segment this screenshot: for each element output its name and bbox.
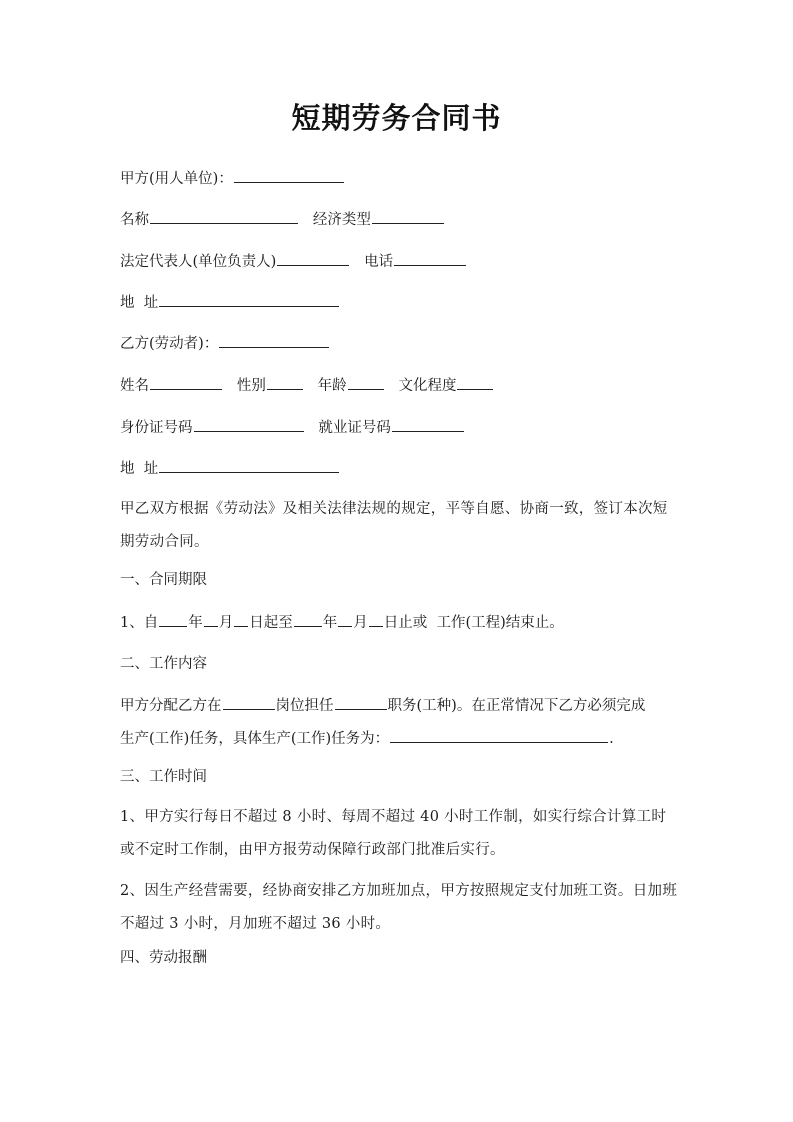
intro-paragraph: 甲乙双方根据《劳动法》及相关法律法规的规定，平等自愿、协商一致，签订本次短期劳动合同。: [120, 501, 668, 550]
gender-blank: [267, 375, 303, 390]
term-from-year-blank: [159, 612, 187, 627]
party-b-address-blank: [159, 458, 339, 473]
legal-rep-line: [120, 251, 467, 272]
task-blank: [390, 728, 608, 743]
section-2-line-1: [120, 695, 645, 716]
document-title: 短期劳务合同书: [291, 101, 502, 135]
duty-text: 职务(工种)。在正常情况下乙方必须完成: [387, 698, 646, 714]
party-a-name-blank: [150, 209, 298, 224]
party-b-line: [120, 333, 330, 354]
party-b-address-label: 地 址: [120, 461, 159, 477]
day-to-label: 日起至: [249, 615, 293, 631]
section-1-item-1: [120, 612, 564, 633]
section-3-item-1: 1、甲方实行每日不超过 8 小时、每周不超过 40 小时工作制，如实行综合计算工时或不定时工作制，由甲方报劳动保障行政部门批准后实行。: [120, 809, 667, 858]
term-to-year-blank: [294, 612, 322, 627]
economic-type-label: 经济类型: [312, 212, 371, 228]
employment-id-blank: [392, 417, 464, 432]
duty-blank: [335, 695, 387, 710]
month-label-2: 月: [353, 615, 368, 631]
party-b-id-line: [120, 417, 465, 438]
work-assign-text: 甲方分配乙方在: [120, 698, 222, 714]
age-blank: [348, 375, 384, 390]
id-blank: [194, 417, 304, 432]
economic-type-blank: [372, 209, 444, 224]
party-a-label: 甲方(用人单位)：: [120, 171, 233, 187]
party-b-info-line: [120, 375, 494, 396]
task-text: 生产(工作)任务，具体生产(工作)任务为：: [120, 731, 390, 747]
party-a-name-line: [120, 209, 445, 230]
section-2-line-2: [120, 728, 614, 749]
party-b-blank: [219, 333, 329, 348]
section-3-item-2: 2、因生产经营需要，经协商安排乙方加班加点，甲方按照规定支付加班工资。日加班不超过 3 小时，月加班不超过 36 小时。: [120, 883, 678, 932]
year-label: 年: [188, 615, 203, 631]
term-end-text: 日止或 工作(工程)结束止。: [383, 615, 564, 631]
party-a-blank: [234, 168, 344, 183]
party-b-address-line: [120, 458, 340, 479]
education-blank: [457, 375, 493, 390]
name-label: 姓名: [120, 378, 149, 394]
gender-label: 性别: [236, 378, 266, 394]
term-to-day-blank: [369, 612, 383, 627]
party-a-address-blank: [159, 292, 339, 307]
education-label: 文化程度: [398, 378, 457, 394]
position-label: 岗位担任: [275, 698, 334, 714]
party-a-line: [120, 168, 345, 189]
party-b-label: 乙方(劳动者)：: [120, 336, 219, 352]
year-label-2: 年: [322, 615, 338, 631]
name-blank: [150, 375, 222, 390]
term-from-day-blank: [234, 612, 248, 627]
position-blank: [223, 695, 275, 710]
term-to-month-blank: [338, 612, 352, 627]
id-label: 身份证号码: [120, 420, 193, 436]
section-1-heading: 一、合同期限: [120, 572, 207, 588]
party-a-name-label: 名称: [120, 212, 149, 228]
month-label: 月: [218, 615, 234, 631]
section-2-heading: 二、工作内容: [120, 656, 207, 672]
party-a-address-line: [120, 292, 340, 313]
employment-id-label: 就业证号码: [318, 420, 391, 436]
term-from-month-blank: [204, 612, 218, 627]
phone-blank: [394, 251, 466, 266]
legal-rep-blank: [277, 251, 349, 266]
legal-rep-label: 法定代表人(单位负责人): [120, 254, 277, 270]
term-from-label: 1、自: [120, 615, 159, 631]
section-4-heading: 四、劳动报酬: [120, 950, 207, 966]
phone-label: 电话: [364, 254, 394, 270]
age-label: 年龄: [317, 378, 347, 394]
task-end: .: [609, 731, 614, 747]
section-3-heading: 三、工作时间: [120, 769, 207, 785]
party-a-address-label: 地 址: [120, 295, 159, 311]
